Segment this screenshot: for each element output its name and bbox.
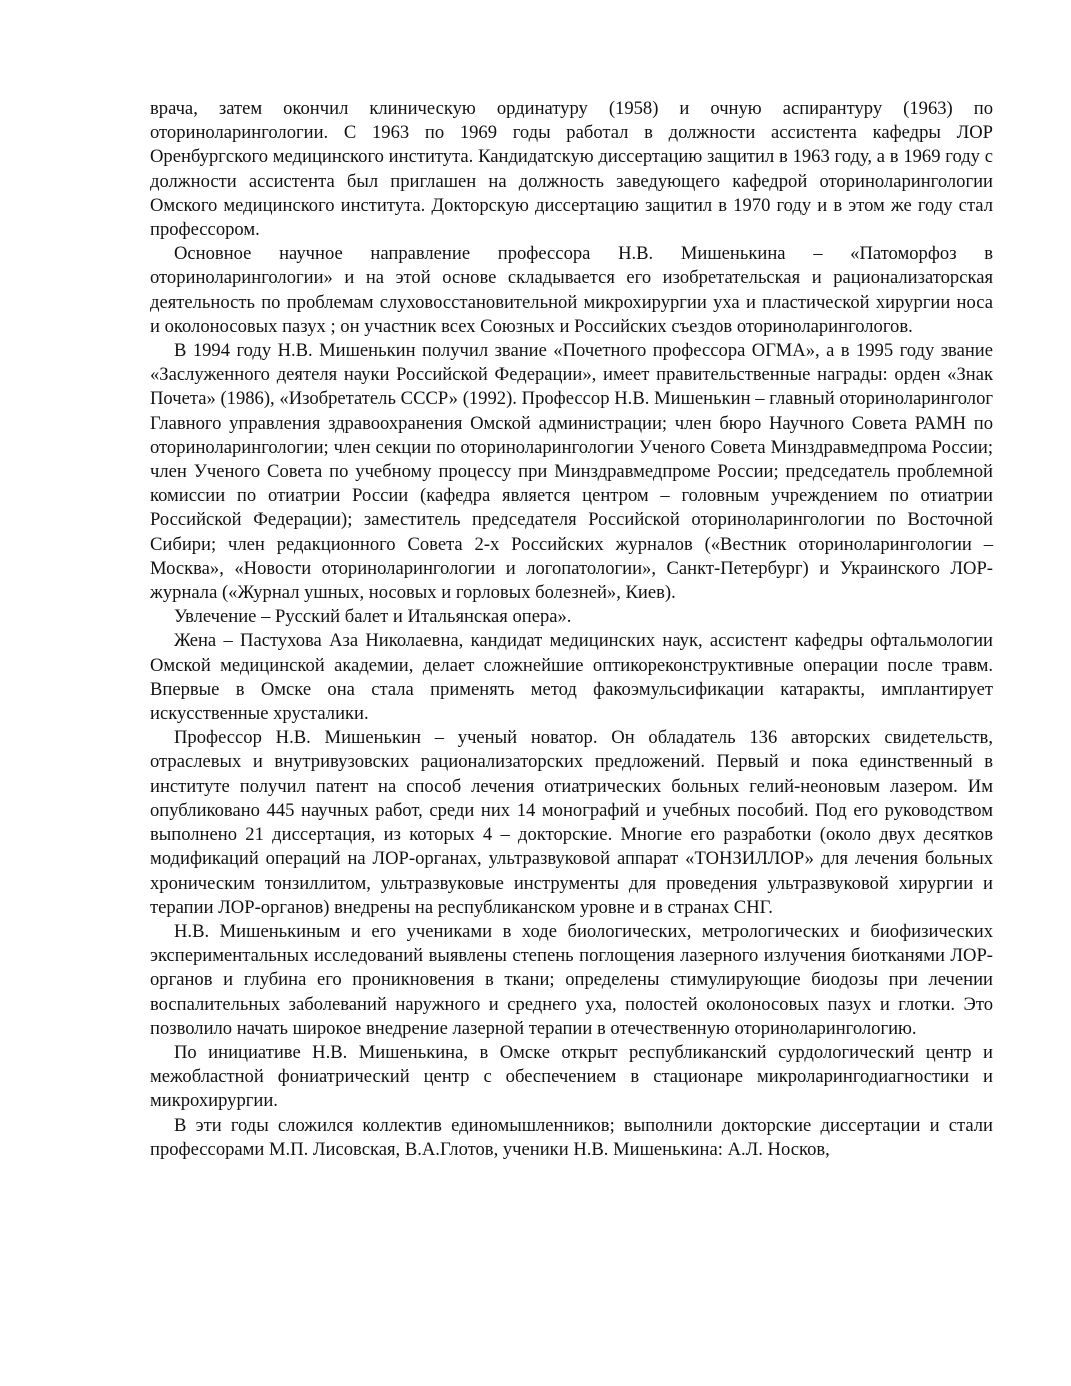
paragraph-wife: Жена – Пастухова Аза Николаевна, кандидат медицинских наук, ассистент кафедры офтальмологии Омской медицинской академии, делает сложнейшие оптикореконструктивные операции после травм. Впервые в Омске она стала применять метод факоэмульсификации катаракты, имплантирует искусственные хрусталики. xyxy=(150,630,993,725)
paragraph-laser-research: Н.В. Мишенькиным и его учениками в ходе биологических, метрологических и биофизических экспериментальных исследований выявлены степень поглощения лазерного излучения биотканями ЛОР-органов и глубина его проникновения в ткани; определены стимулирующие биодозы при лечении воспалительных заболеваний наружного и среднего уха, полостей околоносовых пазух и глотки. Это позволило начать широкое внедрение лазерной терапии в отечественную оториноларингологию. xyxy=(150,920,993,1039)
paragraph-centers: По инициативе Н.В. Мишенькина, в Омске открыт республиканский сурдологический центр и межобластной фониатрический центр с обеспечением в стационаре микроларингодиагностики и микрохирургии. xyxy=(150,1041,993,1112)
paragraph-education: врача, затем окончил клиническую ординатуру (1958) и очную аспирантуру (1963) по оториноларингологии. С 1963 по 1969 годы работал в должности ассистента кафедры ЛОР Оренбургского медицинского института. Кандидатскую диссертацию защитил в 1963 году, а в 1969 году с должности ассистента был приглашен на должность заведующего кафедрой оториноларингологии Омского медицинского института. Докторскую диссертацию защитил в 1970 году и в этом же году стал профессором. xyxy=(150,98,993,241)
paragraph-hobbies: Увлечение – Русский балет и Итальянская опера». xyxy=(174,606,572,628)
document-page xyxy=(150,97,993,1162)
paragraph-research-direction: Основное научное направление профессора Н.В. Мишенькина – «Патоморфоз в оториноларингологии» и на этой основе складывается его изобретательская и рационализаторская деятельность по проблемам слуховосстановительной микрохирургии уха и пластической хирургии носа и околоносовых пазух ; он участник всех Союзных и Российских съездов оториноларингологов. xyxy=(150,243,993,337)
paragraph-honors-positions: В 1994 году Н.В. Мишенькин получил звание «Почетного профессора ОГМА», а в 1995 году звание «Заслуженного деятеля науки Российской Федерации», имеет правительственные награды: орден «Знак Почета» (1986), «Изобретатель СССР» (1992). Профессор Н.В. Мишенькин – главный оториноларинголог Главного управления здравоохранения Омской администрации; член бюро Научного Совета РАМН по оториноларингологии; член секции по оториноларингологии Ученого Совета Минздравмедпрома России; член Ученого Совета по учебному процессу при Минздравмедпроме России; председатель проблемной комиссии по отиатрии России (кафедра является центром – головным учреждением по отиатрии Российской Федерации); заместитель председателя Российской оториноларингологии по Восточной Сибири; член редакционного Совета 2-х Российских журналов («Вестник оториноларингологии – Москва», «Новости оториноларингологии и логопатологии», Санкт-Петербург) и Украинского ЛОР-журнала («Журнал ушных, носовых и горловых болезней», Киев). xyxy=(150,340,993,604)
paragraph-innovations: Профессор Н.В. Мишенькин – ученый новатор. Он обладатель 136 авторских свидетельств, отраслевых и внутривузовских рационализаторских предложений. Первый и пока единственный в институте получил патент на способ лечения отиатрических больных гелий-неоновым лазером. Им опубликовано 445 научных работ, среди них 14 монографий и учебных пособий. Под его руководством выполнено 21 диссертация, из которых 4 – докторские. Многие его разработки (около двух десятков модификаций операций на ЛОР-органах, ультразвуковой аппарат «ТОНЗИЛЛОР» для лечения больных хроническим тонзиллитом, ультразвуковые инструменты для проведения ультразвуковой хирургии и терапии ЛОР-органов) внедрены на республиканском уровне и в странах СНГ. xyxy=(150,727,993,918)
paragraph-colleagues: В эти годы сложился коллектив единомышленников; выполнили докторские диссертации и стали профессорами М.П. Лисовская, В.А.Глотов, ученики Н.В. Мишенькина: А.Л. Носков, xyxy=(150,1114,993,1160)
